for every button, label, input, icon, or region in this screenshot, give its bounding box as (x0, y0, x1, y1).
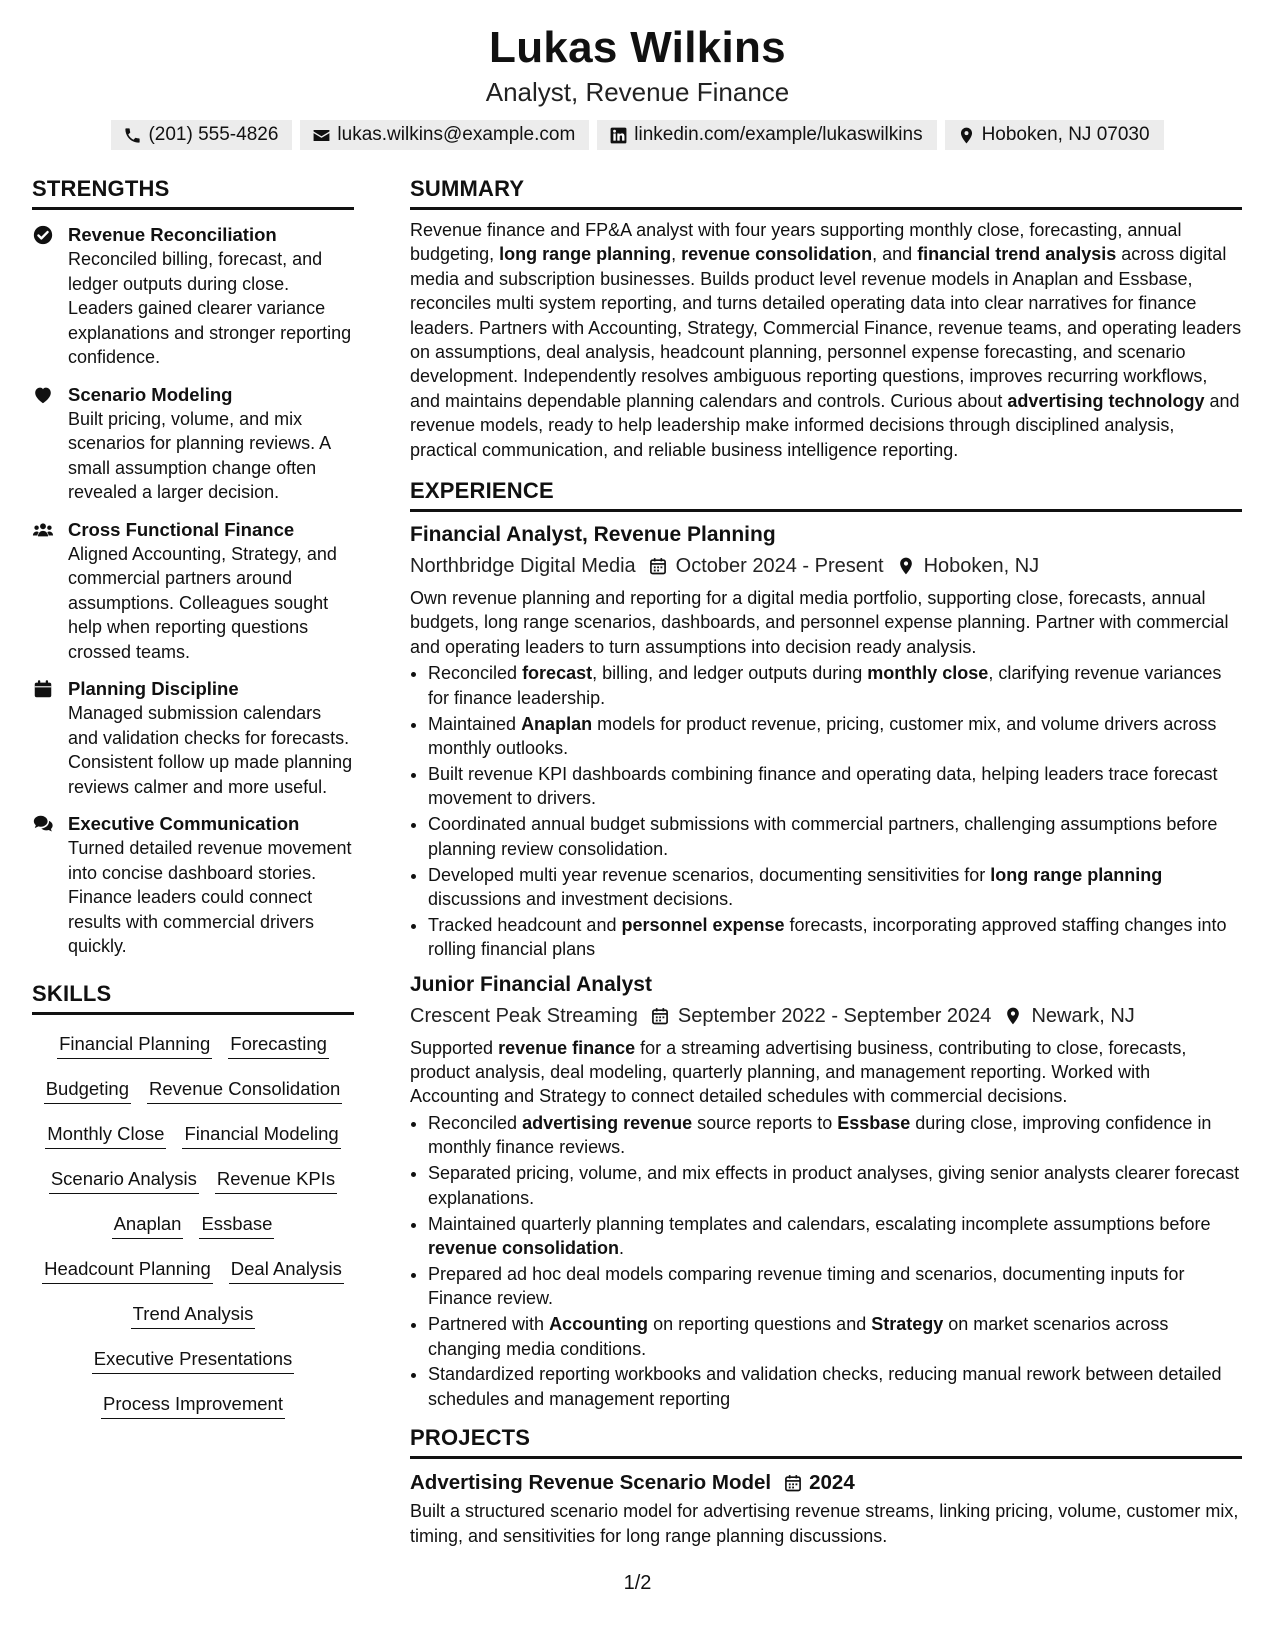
job-bullet: • Maintained quarterly planning templates and calendars, escalating incomplete assumptions before revenue consolidation. (428, 1212, 1242, 1261)
strength-desc: Aligned Accounting, Strategy, and commercial partners around assumptions. Colleagues sought help when reporting questions crossed teams. (68, 543, 337, 662)
bold-text: advertising technology (1007, 390, 1205, 411)
page-number: 1/2 (623, 1572, 652, 1594)
contact-email-text: lukas.wilkins@example.com (337, 124, 576, 145)
map-pin-icon (957, 126, 976, 145)
bold-text: revenue consolidation (681, 244, 873, 265)
check-circle-icon (32, 224, 54, 246)
job-description: Own revenue planning and reporting for a digital media portfolio, supporting close, forecasts, annual budgets, long range scenarios, dashboards, and personnel expense planning. Partner with commercial and operating leaders to turn assumptions into decision ready analysis. (410, 588, 1229, 657)
contact-linkedin[interactable] (597, 120, 936, 150)
map-pin-icon (1003, 1006, 1023, 1026)
project-name: Advertising Revenue Scenario Model (410, 1471, 772, 1495)
strength-desc: Reconciled billing, forecast, and ledger outputs during close. Leaders gained clearer variance explanations and stronger reporting confidence. (68, 249, 352, 367)
left-column (32, 176, 354, 1428)
skill-tag: Scenario Analysis (49, 1167, 199, 1194)
job-bullet: • Standardized reporting workbooks and validation checks, reducing manual rework between detailed schedules and management reporting (428, 1362, 1242, 1411)
phone-icon (123, 126, 142, 145)
skill-tag: Financial Planning (57, 1032, 212, 1059)
skill-tag: Budgeting (44, 1077, 131, 1104)
bold-text: advertising revenue (522, 1112, 693, 1133)
resume-header (0, 0, 1275, 150)
calendar-icon (648, 556, 668, 576)
candidate-name: Lukas Wilkins (489, 23, 786, 72)
contact-bar (0, 120, 1275, 150)
skill-tag: Financial Modeling (182, 1122, 340, 1149)
candidate-title: Analyst, Revenue Finance (485, 77, 790, 107)
job-bullet: • Developed multi year revenue scenarios, documenting sensitivities for long range planning discussions and investment decisions. (428, 863, 1242, 912)
comments-icon (32, 813, 54, 835)
summary-text: Revenue finance and FP&A analyst with four years supporting monthly close, forecasting, annual budgeting, long range planning, revenue consolidation, and financial trend analysis across digital media and subscription businesses. Builds product level revenue models in Anaplan and Essbase, reconciles multi system reporting, and turns detailed operating data into clear narratives for finance leaders. Partners with Accounting, Strategy, Commercial Finance, revenue teams, and operating leaders on assumptions, deal analysis, headcount planning, personnel expense forecasting, and scenario development. Independently resolves ambiguous reporting questions, improves recurring workflows, and maintains dependable planning calendars and controls. Curious about advertising technology and revenue models, ready to help leadership make informed decisions through disciplined analysis, practical communication, and reliable business intelligence reporting. (410, 220, 1242, 460)
project-description: Built a structured scenario model for advertising revenue streams, linking pricing, volume, customer mix, timing, and sensitivities for long range planning discussions. (410, 1501, 1239, 1546)
map-pin-icon (896, 556, 916, 576)
job-bullet: • Prepared ad hoc deal models comparing revenue timing and scenarios, documenting inputs for Finance review. (428, 1262, 1242, 1311)
strength-item (32, 517, 354, 665)
bold-text: Anaplan (521, 713, 593, 734)
job-bullet: • Maintained Anaplan models for product revenue, pricing, customer mix, and volume drivers across monthly outlooks. (428, 712, 1242, 761)
job-location: Hoboken, NJ (923, 555, 1040, 578)
strength-name: Cross Functional Finance (68, 518, 295, 540)
job-company: Crescent Peak Streaming (410, 1004, 638, 1027)
project-header (410, 1469, 1242, 1497)
project-year: 2024 (809, 1471, 855, 1495)
experience-heading: EXPERIENCE (410, 478, 1242, 512)
job-bullet: • Reconciled forecast, billing, and ledger outputs during monthly close, clarifying revenue variances for finance leadership. (428, 661, 1242, 710)
bold-text: Accounting (549, 1314, 649, 1335)
skills-list (32, 1023, 354, 1428)
strength-item (32, 676, 354, 799)
project-entry (410, 1469, 1242, 1548)
job-bullets (410, 1111, 1242, 1411)
job-title: Financial Analyst, Revenue Planning (410, 523, 776, 547)
strength-desc: Managed submission calendars and validation checks for forecasts. Consistent follow up made planning reviews calmer and more useful. (68, 703, 353, 797)
strength-item (32, 222, 354, 370)
job-title: Junior Financial Analyst (410, 972, 652, 996)
bold-text: long range planning (499, 244, 672, 265)
strength-name: Revenue Reconciliation (68, 224, 277, 245)
job-entry (410, 971, 1242, 1412)
calendar-icon (650, 1006, 670, 1026)
skill-tag: Headcount Planning (42, 1257, 213, 1284)
calendar-icon (783, 1473, 803, 1493)
skills-heading: SKILLS (32, 981, 354, 1015)
projects-heading: PROJECTS (410, 1425, 1242, 1459)
strength-desc: Turned detailed revenue movement into concise dashboard stories. Finance leaders could connect results with commercial drivers quickly. (68, 838, 352, 956)
job-bullets (410, 661, 1242, 961)
job-bullet: • Coordinated annual budget submissions with commercial partners, challenging assumptions before planning review consolidation. (428, 812, 1242, 861)
contact-linkedin-text: linkedin.com/example/lukaswilkins (634, 124, 923, 145)
bold-text: personnel expense (621, 914, 785, 935)
contact-email[interactable] (300, 120, 589, 150)
summary-heading: SUMMARY (410, 176, 1242, 210)
strength-name: Scenario Modeling (68, 383, 233, 405)
bold-text: monthly close (867, 663, 989, 684)
bold-text: forecast (522, 663, 593, 684)
job-location: Newark, NJ (1031, 1004, 1135, 1027)
skill-tag: Process Improvement (101, 1392, 285, 1419)
job-meta (410, 552, 1242, 580)
strength-desc: Built pricing, volume, and mix scenarios for planning reviews. A small assumption change often revealed a larger decision. (68, 408, 331, 502)
job-bullet: • Built revenue KPI dashboards combining finance and operating data, helping leaders trace forecast movement to drivers. (428, 762, 1242, 811)
contact-phone[interactable] (111, 120, 292, 150)
contact-location-text: Hoboken, NJ 07030 (981, 124, 1150, 145)
bold-text: revenue consolidation (428, 1237, 620, 1258)
strength-item (32, 811, 354, 959)
right-column (410, 176, 1242, 1548)
users-icon (32, 519, 54, 541)
bold-text: revenue finance (498, 1037, 636, 1058)
linkedin-icon (609, 126, 628, 145)
skill-tag: Monthly Close (45, 1122, 166, 1149)
bold-text: financial trend analysis (917, 244, 1117, 265)
job-dates: September 2022 - September 2024 (677, 1004, 992, 1027)
skill-tag: Trend Analysis (131, 1302, 256, 1329)
strength-item (32, 382, 354, 505)
job-bullet: • Partnered with Accounting on reporting questions and Strategy on market scenarios across changing media conditions. (428, 1312, 1242, 1361)
skill-tag: Revenue KPIs (215, 1167, 337, 1194)
strengths-heading: STRENGTHS (32, 176, 354, 210)
skill-tag: Revenue Consolidation (147, 1077, 342, 1104)
job-entry (410, 521, 1242, 962)
job-meta (410, 1002, 1242, 1030)
calendar-icon (32, 678, 54, 700)
job-description: Supported revenue finance for a streaming advertising business, contributing to close, forecasts, product analysis, deal modeling, quarterly planning, and management reporting. Worked with Accounting and Strategy to connect detailed schedules with commercial decisions. (410, 1037, 1187, 1107)
skill-tag: Deal Analysis (229, 1257, 344, 1284)
bold-text: Essbase (837, 1112, 911, 1133)
skill-tag: Anaplan (112, 1212, 184, 1239)
job-bullet: • Reconciled advertising revenue source reports to Essbase during close, improving confidence in monthly finance reviews. (428, 1111, 1242, 1160)
strength-name: Planning Discipline (68, 678, 239, 699)
skill-tag: Executive Presentations (92, 1347, 294, 1374)
contact-location (945, 120, 1164, 150)
heart-icon (32, 384, 54, 406)
job-dates: October 2024 - Present (675, 555, 884, 578)
strength-name: Executive Communication (68, 813, 300, 834)
envelope-icon (312, 126, 331, 145)
bold-text: long range planning (990, 864, 1163, 885)
job-bullet: • Separated pricing, volume, and mix effects in product analyses, giving senior analysts clearer forecast explanations. (428, 1161, 1242, 1210)
job-company: Northbridge Digital Media (410, 555, 636, 578)
bold-text: Strategy (871, 1314, 944, 1335)
skill-tag: Forecasting (228, 1032, 329, 1059)
contact-phone-text: (201) 555-4826 (148, 124, 279, 145)
job-bullet: • Tracked headcount and personnel expense forecasts, incorporating approved staffing changes into rolling financial plans (428, 913, 1242, 962)
skill-tag: Essbase (199, 1212, 274, 1239)
